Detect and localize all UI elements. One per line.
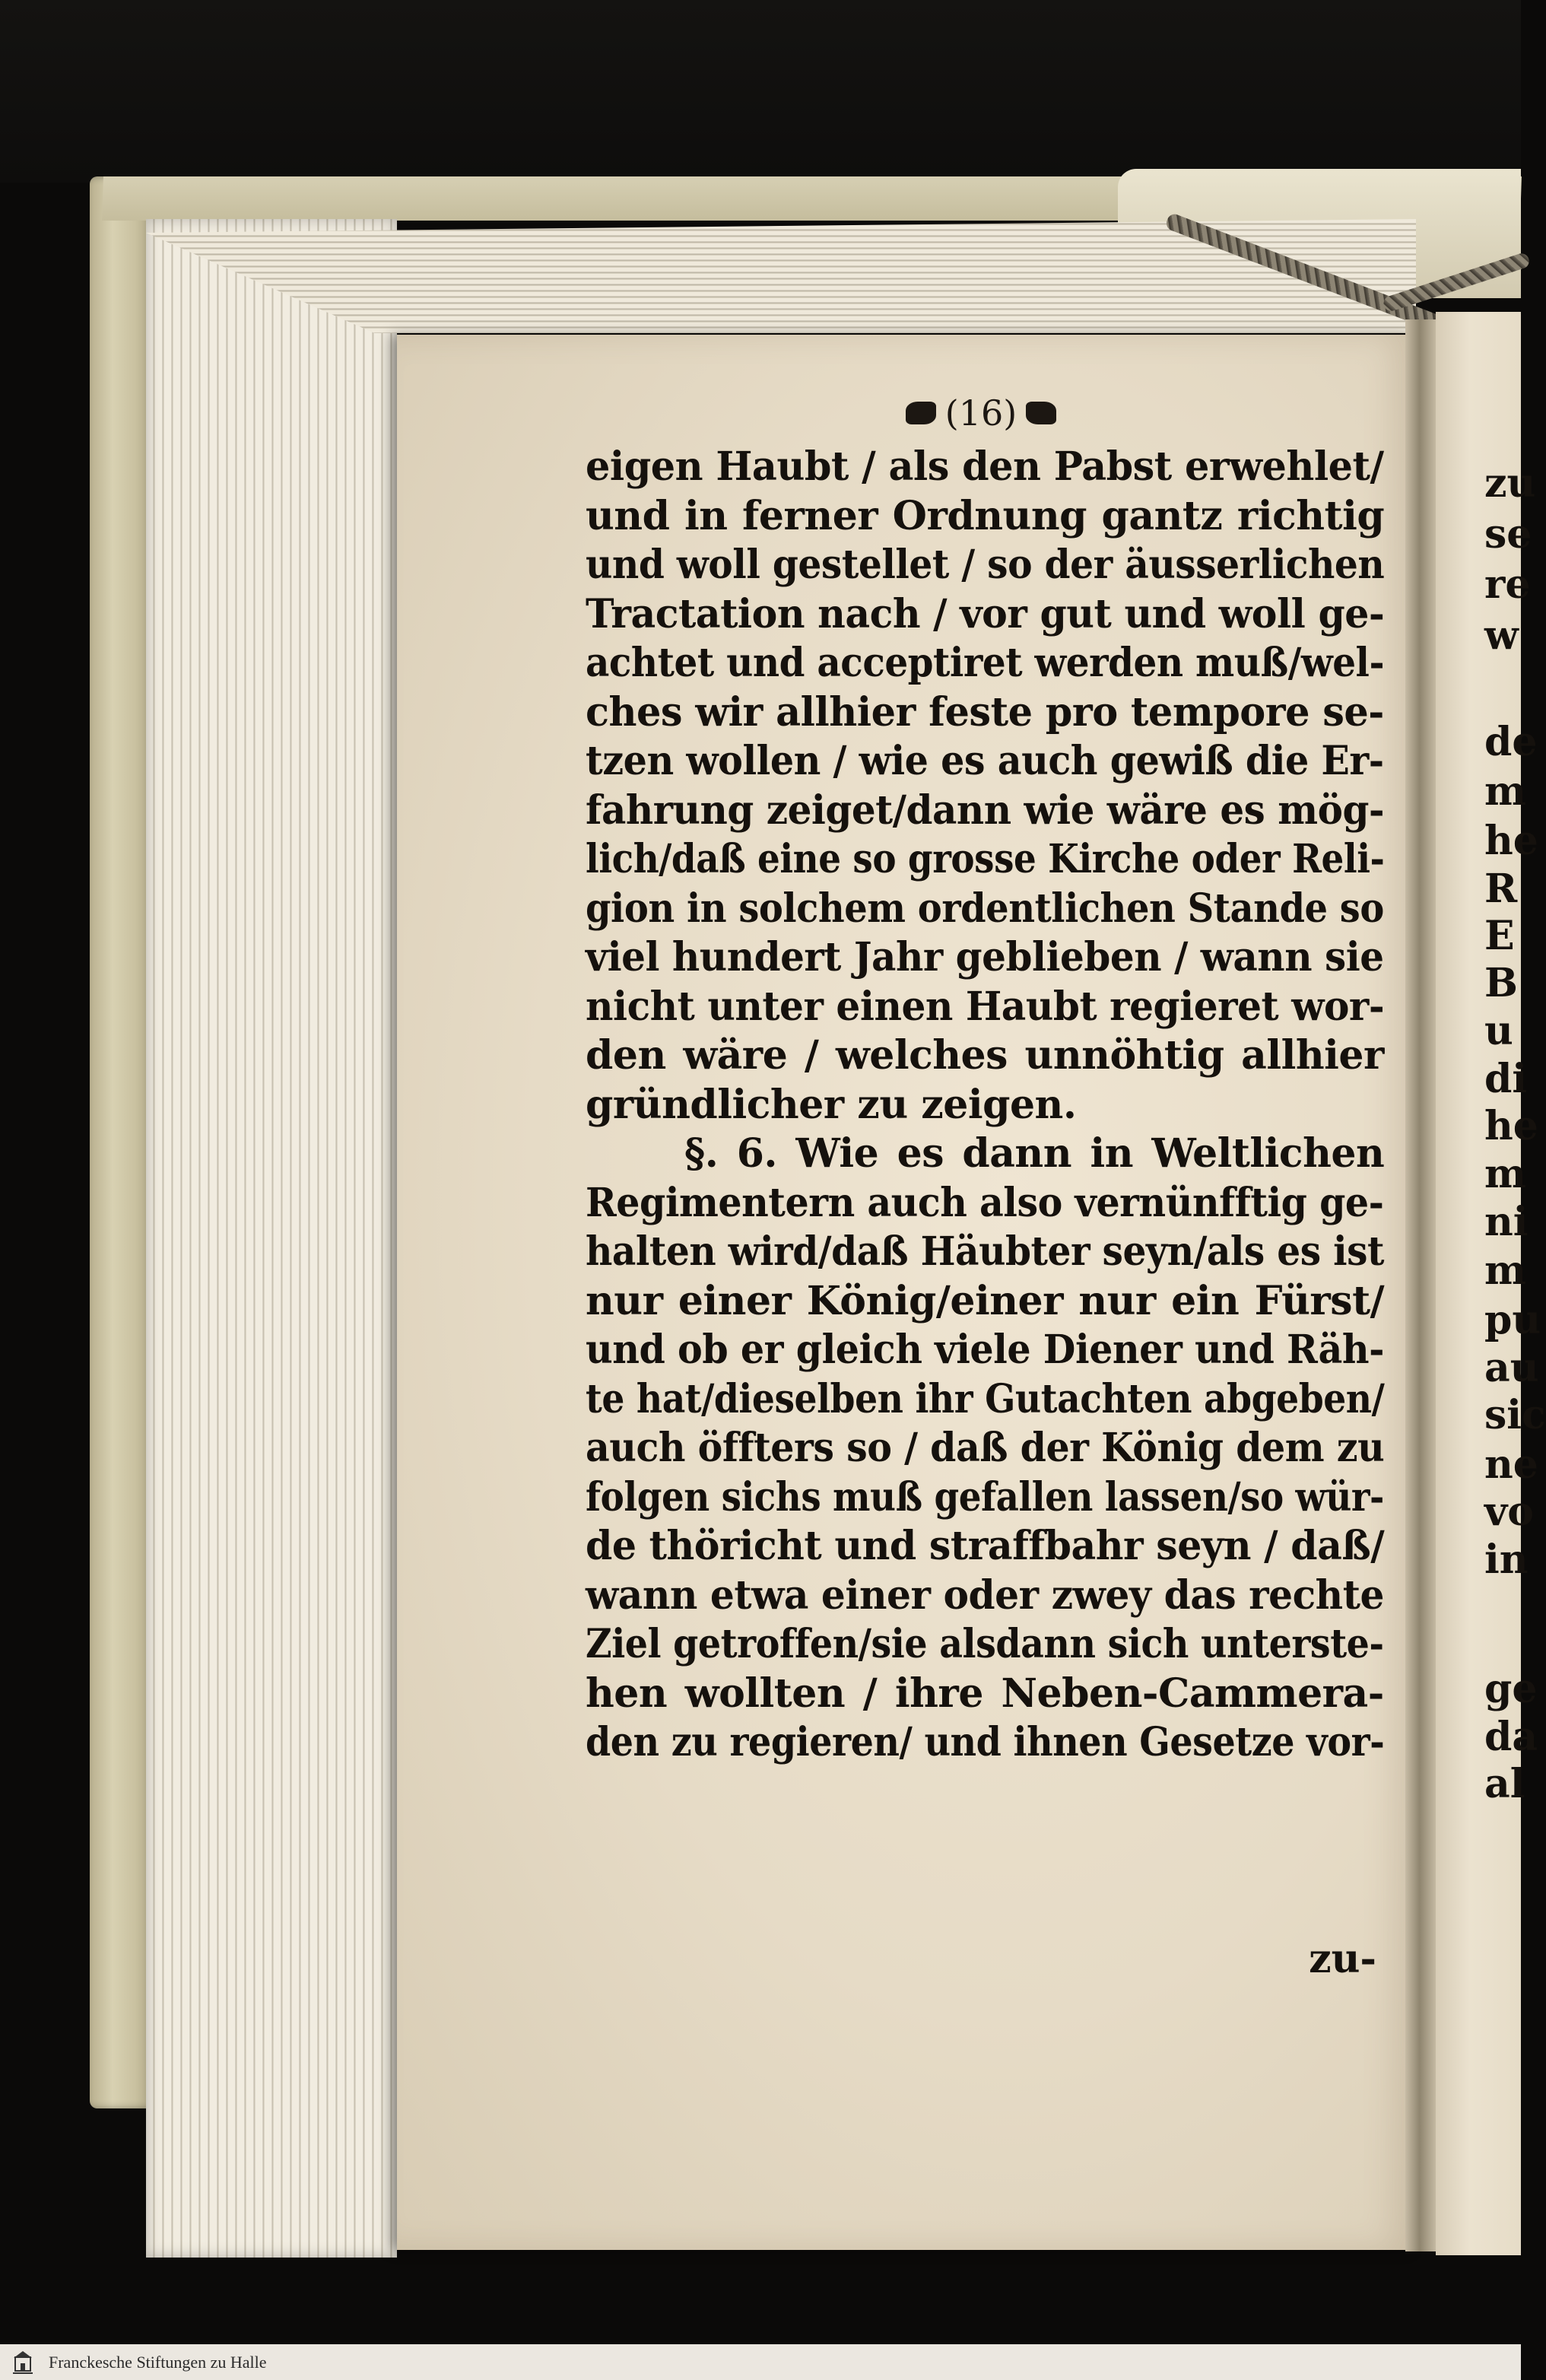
text-line bbox=[586, 1670, 1384, 1719]
right-page-fragment: B bbox=[1484, 960, 1518, 1006]
ornament-right-icon bbox=[1026, 402, 1056, 424]
institution-logo-icon bbox=[8, 2349, 38, 2376]
text-line-content: gründlicher zu zeigen. bbox=[586, 1081, 1077, 1128]
text-line-content: folgen sichs muß gefallen lassen/so wür- bbox=[586, 1473, 1385, 1520]
text-line bbox=[586, 492, 1384, 542]
text-line bbox=[586, 835, 1384, 885]
text-line-content: Regimentern auch also vernünfftig ge- bbox=[586, 1179, 1384, 1226]
text-line bbox=[586, 983, 1384, 1032]
page-number: (16) bbox=[944, 392, 1017, 434]
text-line-content: und woll gestellet / so der äusserlichen bbox=[586, 542, 1385, 588]
footer-bar bbox=[0, 2344, 1521, 2380]
text-line bbox=[586, 1179, 1384, 1228]
text-line-content: Ziel getroffen/sie alsdann sich unterste- bbox=[586, 1621, 1384, 1667]
text-line-content: nicht unter einen Haubt regieret wor- bbox=[586, 983, 1385, 1030]
right-page-fragment: re bbox=[1484, 561, 1531, 608]
text-line bbox=[586, 1620, 1384, 1670]
text-line-content: Tractation nach / vor gut und woll ge- bbox=[586, 590, 1385, 637]
page-number-header bbox=[882, 386, 1080, 440]
text-line-content: den wäre / welches unnöhtig allhier bbox=[586, 1032, 1384, 1079]
text-line bbox=[586, 885, 1384, 934]
text-line bbox=[586, 1424, 1384, 1473]
text-line-content: wann etwa einer oder zwey das rechte bbox=[586, 1571, 1384, 1619]
text-line bbox=[586, 590, 1384, 640]
text-line-content: hen wollten / ihre Neben-Cammera- bbox=[586, 1670, 1384, 1717]
text-line-content: §. 6. Wie es dann in Weltlichen bbox=[684, 1130, 1385, 1177]
text-line bbox=[586, 786, 1384, 836]
text-line-content: tzen wollen / wie es auch gewiß die Er- bbox=[586, 738, 1384, 784]
text-line-content: viel hundert Jahr geblieben / wann sie bbox=[586, 934, 1384, 980]
text-line bbox=[586, 688, 1384, 738]
page-body-text bbox=[586, 443, 1384, 1768]
text-line bbox=[586, 1277, 1384, 1327]
right-page-fragment: de bbox=[1484, 719, 1538, 765]
text-line-content: de thöricht und straffbahr seyn / daß/ bbox=[586, 1523, 1385, 1569]
right-page-fragment: zu bbox=[1484, 460, 1536, 507]
right-page-fragment: m bbox=[1484, 1247, 1527, 1294]
text-line-content: den zu regieren/ und ihnen Gesetze vor- bbox=[586, 1719, 1385, 1765]
text-line-content: und in ferner Ordnung gantz richtig bbox=[586, 492, 1385, 539]
text-line-content: ches wir allhier feste pro tempore se- bbox=[586, 688, 1384, 736]
right-page-fragment: w bbox=[1484, 612, 1519, 659]
page-gutter bbox=[1405, 319, 1437, 2251]
text-line bbox=[586, 639, 1384, 688]
right-page-fragment: in bbox=[1484, 1536, 1529, 1583]
right-page-fragment: m bbox=[1484, 768, 1527, 815]
text-line bbox=[586, 1522, 1384, 1571]
text-line-content: te hat/dieselben ihr Gutachten abgeben/ bbox=[586, 1375, 1385, 1422]
text-line-content: gion in solchem ordentlichen Stande so bbox=[586, 885, 1384, 932]
right-page-fragment: u bbox=[1484, 1008, 1513, 1054]
right-page-fragment: he bbox=[1484, 818, 1538, 864]
right-page-fragment: sic bbox=[1484, 1392, 1546, 1438]
right-page-fragment: ge bbox=[1484, 1666, 1538, 1712]
right-page-fragment: se bbox=[1484, 511, 1532, 558]
right-page-fragment: da bbox=[1484, 1714, 1538, 1760]
text-line-content: fahrung zeiget/dann wie wäre es mög- bbox=[586, 786, 1385, 834]
right-page-fragment: au bbox=[1484, 1345, 1539, 1391]
text-line-content: nur einer König/einer nur ein Fürst/ bbox=[586, 1277, 1385, 1324]
right-page-fragment: al bbox=[1484, 1761, 1525, 1807]
right-page-fragment: m bbox=[1484, 1151, 1527, 1197]
right-page-fragment: he bbox=[1484, 1103, 1538, 1149]
catchword: zu- bbox=[1309, 1936, 1376, 1982]
text-line bbox=[586, 541, 1384, 590]
right-page-fragment: ne bbox=[1484, 1441, 1538, 1488]
right-page-fragment: ni bbox=[1484, 1199, 1529, 1245]
text-line bbox=[586, 1228, 1384, 1277]
text-line bbox=[586, 1375, 1384, 1425]
text-line-content: lich/daß eine so grosse Kirche oder Reli- bbox=[586, 836, 1385, 882]
text-line bbox=[586, 737, 1384, 786]
text-line-content: eigen Haubt / als den Pabst erwehlet/ bbox=[586, 443, 1384, 490]
right-page-fragment: pu bbox=[1484, 1297, 1541, 1343]
text-line bbox=[586, 1081, 1384, 1130]
text-line-content: und ob er gleich viele Diener und Räh- bbox=[586, 1327, 1385, 1373]
text-line-content: achtet und acceptiret werden muß/wel- bbox=[586, 640, 1385, 686]
footer-institution-text: Franckesche Stiftungen zu Halle bbox=[49, 2352, 267, 2372]
page-edges-stack bbox=[146, 219, 397, 2258]
text-line-content: auch öffters so / daß der König dem zu bbox=[586, 1425, 1385, 1471]
ornament-left-icon bbox=[906, 402, 936, 424]
text-line bbox=[586, 443, 1384, 492]
right-page-fragment: vo bbox=[1484, 1489, 1534, 1535]
dark-background bbox=[0, 0, 1521, 183]
text-line-content: halten wird/daß Häubter seyn/als es ist bbox=[586, 1228, 1385, 1275]
text-line bbox=[586, 1571, 1384, 1621]
right-page-fragment: R bbox=[1484, 866, 1518, 912]
right-page-fragment: di bbox=[1484, 1056, 1528, 1102]
text-line bbox=[586, 1130, 1384, 1179]
text-line bbox=[586, 1031, 1384, 1081]
text-line bbox=[586, 1473, 1384, 1523]
text-line bbox=[586, 933, 1384, 983]
text-line bbox=[586, 1718, 1384, 1768]
text-line bbox=[586, 1326, 1384, 1375]
right-page-fragment: E bbox=[1484, 913, 1515, 959]
